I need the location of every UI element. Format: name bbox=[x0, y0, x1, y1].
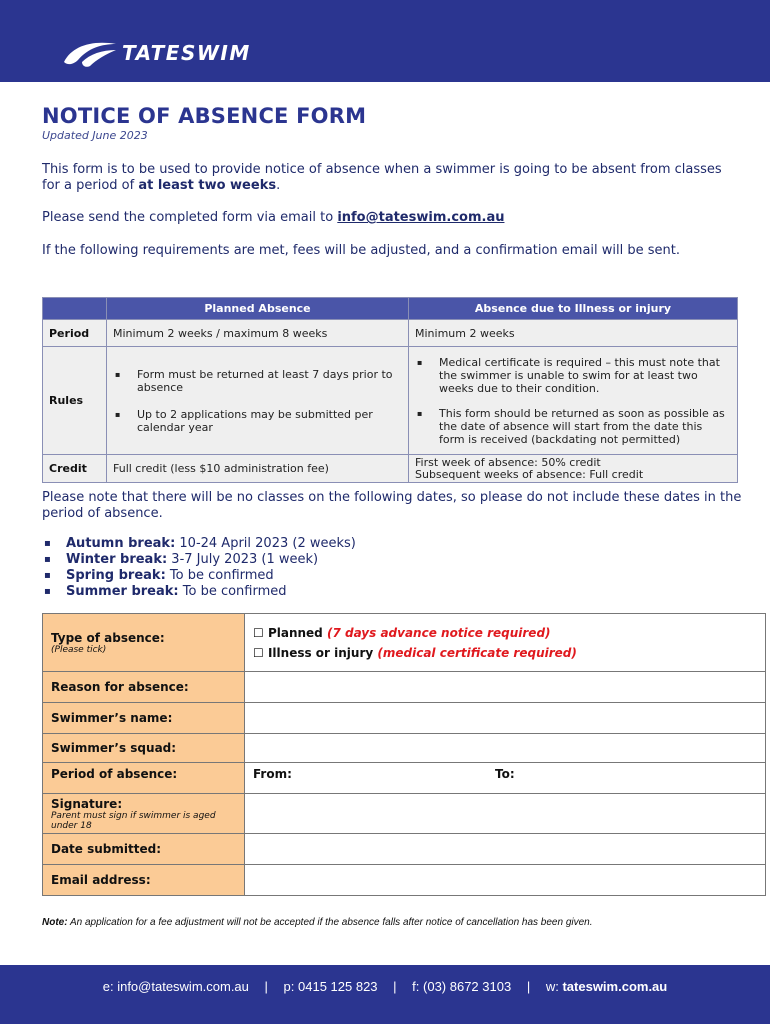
type-label-sub: (Please tick) bbox=[51, 644, 107, 655]
form-row-type bbox=[43, 614, 766, 672]
rules-planned bbox=[107, 347, 409, 455]
signature-label-text: Signature: bbox=[51, 796, 123, 811]
list-item bbox=[42, 552, 356, 568]
footer-band bbox=[0, 965, 770, 1024]
no-classes-note: Please note that there will be no classes on the following dates, so please do not include these dates in the period of absence. bbox=[42, 490, 742, 521]
checkbox-planned[interactable]: ☐ bbox=[253, 625, 264, 640]
table-header-row bbox=[43, 298, 738, 320]
option-planned-requirement: (7 days advance notice required) bbox=[326, 625, 551, 640]
signature-label bbox=[43, 794, 245, 834]
email-instruction-text: Please send the completed form via email to bbox=[42, 210, 338, 225]
absence-rules-table bbox=[42, 297, 738, 483]
form-row-email bbox=[43, 865, 766, 896]
footer-email[interactable]: e: info@tateswim.com.au bbox=[102, 979, 249, 994]
intro-bold: at least two weeks bbox=[138, 178, 277, 193]
table-row-period bbox=[43, 320, 738, 347]
email-instruction bbox=[42, 210, 742, 226]
break-name: Spring break: bbox=[66, 568, 166, 583]
to-label: To: bbox=[495, 767, 515, 781]
credit-illness bbox=[409, 455, 738, 483]
footer-separator: | bbox=[526, 979, 531, 994]
footer-phone[interactable]: p: 0415 125 823 bbox=[283, 979, 378, 994]
list-item bbox=[42, 536, 356, 552]
logo-text: TATESWIM bbox=[122, 41, 251, 65]
list-item: ▪ Up to 2 applications may be submitted per calendar year bbox=[113, 408, 402, 434]
row-label-period: Period bbox=[43, 320, 107, 347]
option-illness-requirement: (medical certificate required) bbox=[377, 645, 577, 660]
swim-swoosh-icon bbox=[62, 38, 118, 68]
signature-label-sub: Parent must sign if swimmer is aged under 18 bbox=[51, 810, 216, 831]
header-illness: Absence due to Illness or injury bbox=[409, 298, 738, 320]
list-item: ▪ Form must be returned at least 7 days prior to absence bbox=[113, 368, 402, 394]
list-item bbox=[42, 584, 356, 600]
break-value: To be confirmed bbox=[178, 584, 287, 599]
form-row-signature bbox=[43, 794, 766, 834]
intro-end: . bbox=[276, 178, 281, 193]
date-submitted-field[interactable] bbox=[245, 834, 766, 865]
list-item: ▪ Medical certificate is required – this must note that the swimmer is unable to swim for at least two weeks due to their condition. bbox=[415, 356, 731, 395]
form-row-date bbox=[43, 834, 766, 865]
page-title: NOTICE OF ABSENCE FORM bbox=[42, 104, 367, 128]
swimmer-name-field[interactable] bbox=[245, 703, 766, 734]
break-value: To be confirmed bbox=[165, 568, 274, 583]
from-label: From: bbox=[253, 767, 292, 781]
email-link[interactable]: info@tateswim.com.au bbox=[337, 210, 505, 225]
period-field[interactable] bbox=[245, 763, 766, 794]
breaks-list bbox=[42, 536, 356, 600]
credit-illness-line1: First week of absence: 50% credit bbox=[415, 455, 601, 469]
period-planned: Minimum 2 weeks / maximum 8 weeks bbox=[107, 320, 409, 347]
note-label: Note: bbox=[42, 917, 68, 928]
break-name: Winter break: bbox=[66, 552, 168, 567]
list-item: ▪ This form should be returned as soon as possible as the date of absence will start from the date this form is received (backdating not permitted) bbox=[415, 407, 731, 446]
credit-planned: Full credit (less $10 administration fee) bbox=[107, 455, 409, 483]
footer-website[interactable]: tateswim.com.au bbox=[562, 979, 668, 994]
option-illness-label: Illness or injury bbox=[267, 645, 374, 660]
type-label-text: Type of absence: bbox=[51, 630, 165, 645]
checkbox-illness[interactable]: ☐ bbox=[253, 645, 264, 660]
fee-adjustment-paragraph: If the following requirements are met, fees will be adjusted, and a confirmation email will be sent. bbox=[42, 243, 681, 258]
swimmer-squad-field[interactable] bbox=[245, 734, 766, 763]
absence-form-table bbox=[42, 613, 766, 896]
swimmer-name-label: Swimmer’s name: bbox=[43, 703, 245, 734]
option-planned[interactable] bbox=[253, 623, 757, 643]
break-value: 10-24 April 2023 (2 weeks) bbox=[175, 536, 356, 551]
email-address-label: Email address: bbox=[43, 865, 245, 896]
reason-label: Reason for absence: bbox=[43, 672, 245, 703]
rules-illness bbox=[409, 347, 738, 455]
footer-separator: | bbox=[264, 979, 268, 994]
swimmer-squad-label: Swimmer’s squad: bbox=[43, 734, 245, 763]
period-label: Period of absence: bbox=[43, 763, 245, 794]
row-label-rules: Rules bbox=[43, 347, 107, 455]
reason-field[interactable] bbox=[245, 672, 766, 703]
form-row-squad bbox=[43, 734, 766, 763]
type-of-absence-options bbox=[245, 614, 766, 672]
type-of-absence-label bbox=[43, 614, 245, 672]
table-row-credit bbox=[43, 455, 738, 483]
period-illness: Minimum 2 weeks bbox=[409, 320, 738, 347]
footer-fax: f: (03) 8672 3103 bbox=[412, 979, 512, 994]
intro-text: This form is to be used to provide notice of absence when a swimmer is going to be absent from classes for a period of bbox=[42, 162, 722, 193]
intro-paragraph bbox=[42, 162, 742, 194]
note-text: An application for a fee adjustment will not be accepted if the absence falls after notice of cancellation has been given. bbox=[67, 917, 593, 928]
credit-illness-line2: Subsequent weeks of absence: Full credit bbox=[415, 467, 644, 481]
option-planned-label: Planned bbox=[267, 625, 323, 640]
option-illness[interactable] bbox=[253, 643, 757, 663]
list-item bbox=[42, 568, 356, 584]
row-label-credit: Credit bbox=[43, 455, 107, 483]
footer-web-prefix: w: bbox=[545, 979, 563, 994]
break-name: Autumn break: bbox=[66, 536, 176, 551]
signature-field[interactable] bbox=[245, 794, 766, 834]
form-row-name bbox=[43, 703, 766, 734]
logo bbox=[62, 38, 251, 68]
email-address-field[interactable] bbox=[245, 865, 766, 896]
header-blank bbox=[43, 298, 107, 320]
break-name: Summer break: bbox=[66, 584, 179, 599]
updated-date: Updated June 2023 bbox=[42, 129, 148, 142]
footer-contact bbox=[0, 979, 770, 994]
break-value: 3-7 July 2023 (1 week) bbox=[167, 552, 319, 567]
form-row-period bbox=[43, 763, 766, 794]
cancellation-note bbox=[42, 917, 593, 928]
footer-separator: | bbox=[393, 979, 397, 994]
date-submitted-label: Date submitted: bbox=[43, 834, 245, 865]
table-row-rules bbox=[43, 347, 738, 455]
form-row-reason bbox=[43, 672, 766, 703]
header-planned: Planned Absence bbox=[107, 298, 409, 320]
